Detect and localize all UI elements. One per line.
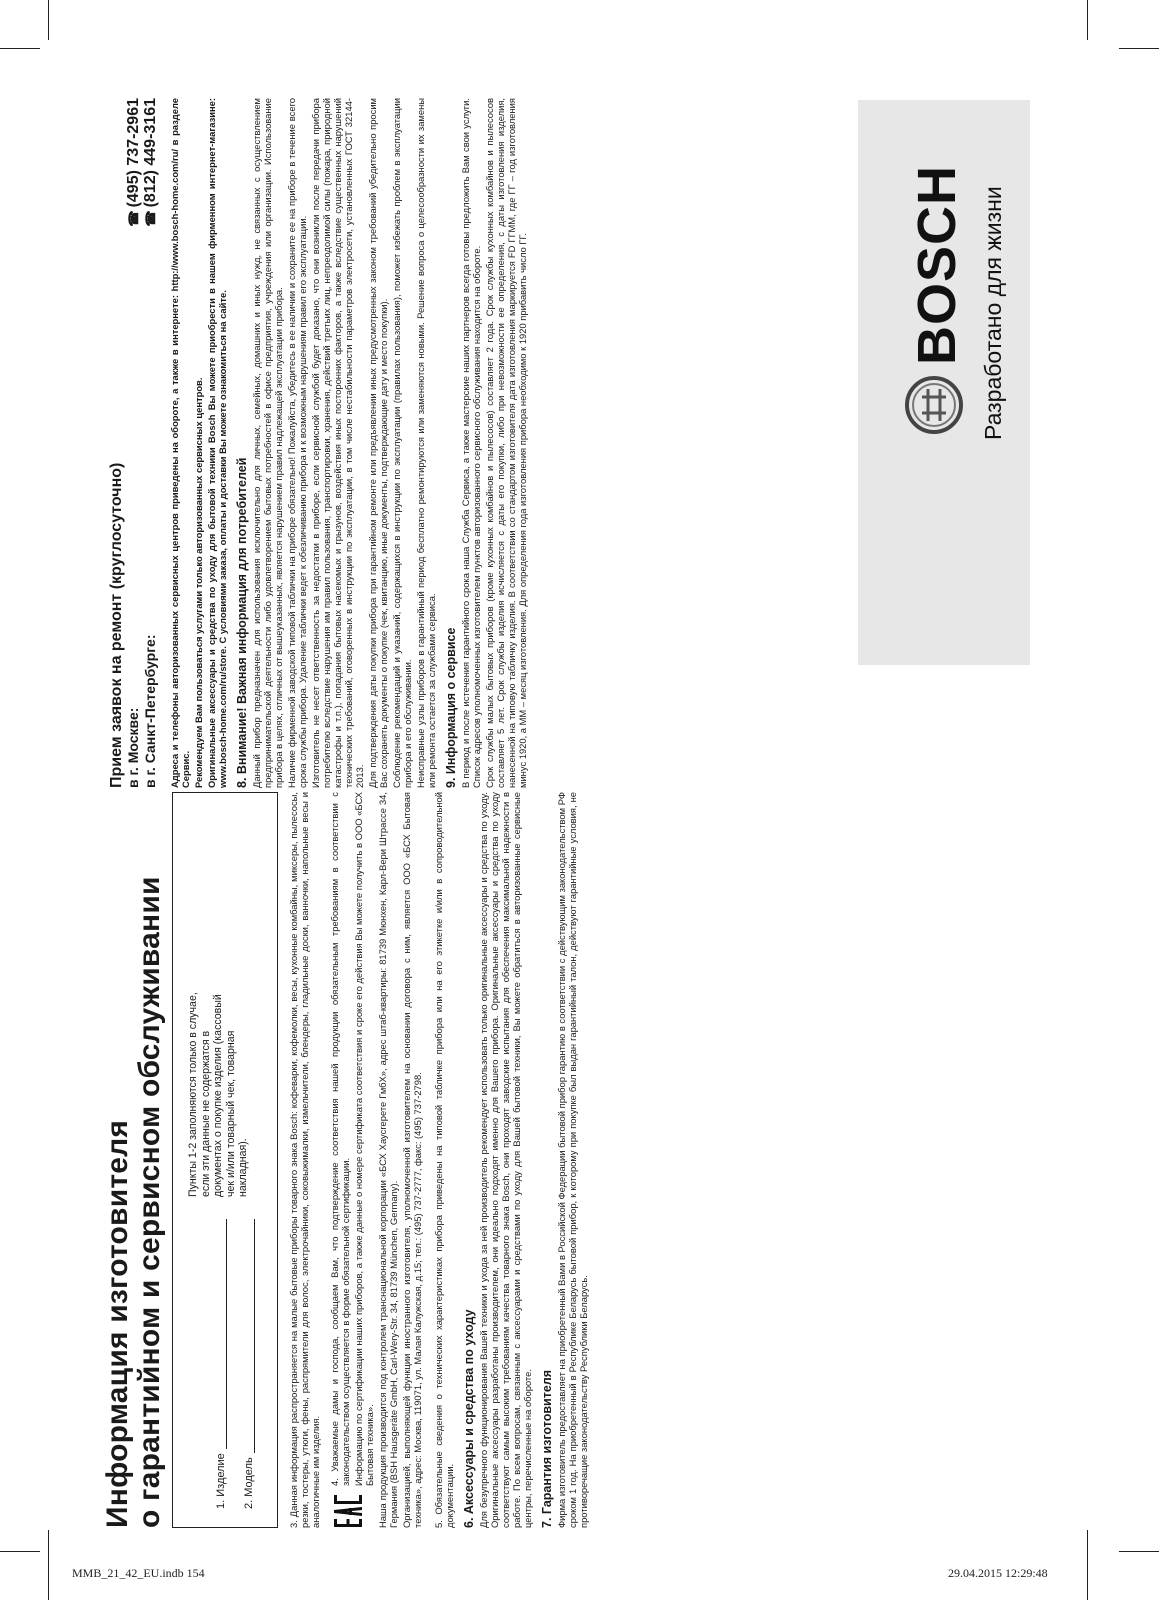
recommendation-text: Рекомендуем Вам пользоваться услугами только авторизованных сервисных центров.	[193, 377, 204, 788]
paragraph-3: 3. Данная информация распространяется на малые бытовые приборы товарного знака Bosch: кофеварки, кофемолки, весы, кухонные комбайны, миксеры, пылесосы, резки, тостеры, утюги, фены, распрямители для волос, электрочайники, соковыжималки, измельчители, блендеры, гладильные доски, ванночки, напольные весы и аналогичные им изделия.	[288, 792, 321, 1528]
left-page	[102, 792, 591, 1528]
phone-icon: ☎	[126, 210, 141, 227]
phone-icon: ☎	[143, 210, 158, 227]
spb-contact	[142, 98, 159, 788]
paragraph-5: 5. Обязательные сведения о технических характеристиках прибора приведены на типовой табличке прибора или на его этикетке и/или в сопроводительной документации.	[433, 792, 455, 1528]
right-page	[108, 98, 530, 788]
eac-mark-icon	[331, 1494, 365, 1528]
paragraph-8b: Наличие фирменной заводской типовой таблички на приборе обязательно! Пожалуйста, убедитесь в ее наличии и сохраните ее на приборе в течение всего срока службы прибора. Удаление таблички ведет к обезличиванию прибора и к возможным нарушениям правил его эксплуатации.	[286, 98, 308, 788]
footer-file: MMB_21_42_EU.indb 154	[72, 1566, 205, 1580]
paragraph-8c: Изготовитель не несет ответственность за недостатки в приборе, если сервисной службой будет доказано, что они возникли после передачи прибора потребителю вследствие нарушения им правил пользования, транспортировки, хранения, действий третьих лиц, непреодолимой силы (пожара, природной катастрофы и т.п.), попадания бытовых насекомых и грызунов, воздействия иных посторонних факторов, а также вследствие существенных нарушений технических требований, оговоренных в инструкции по эксплуатации, в том числе нестабильности параметров электросети, установленных ГОСТ 32144-2013.	[310, 98, 365, 788]
paragraph-4a: 4. Уважаемые дамы и господа, сообщаем Вам, что подтверждение соответствия нашей продукции обязательным требованиям в соответствии с законодательством осуществляется в форме обязательной сертификации.	[329, 792, 351, 1486]
product-form	[172, 792, 278, 1528]
tagline: Разработано для жизни	[980, 186, 1006, 440]
heading-accessories: 6. Аксессуары и средства по уходу	[462, 1309, 476, 1528]
repair-title: Прием заявок на ремонт (круглосуточно)	[108, 462, 125, 788]
paragraph-9b: Срок службы малых бытовых приборов (кроме кухонных комбайнов и пылесосов) составляет 2 года. Срок службы кухонных комбайнов и пылесосов составляет 5 лет. Срок службы изделия исчисляется с даты его покупки, либо при невозможности ее определения, с даты изготовления изделия, нанесенной на типовую табличку изделия. В соответствии со стандартом изготовителя дата изготовления маркируется FD ГГММ, где ГГ – год изготовления минус 1920, а ММ – месяц изготовления. Для определения года изготовления прибора необходимо к 1920 прибавить число ГГ.	[484, 98, 528, 788]
paragraph-9a: В период и после истечения гарантийного срока наша Служба Сервиса, а также мастерские наших партнеров всегда готовы предложить Вам свои услуги. Список адресов уполномоченных изготовителем пунктов авторизованного сервисного обслуживания находится на обороте.	[460, 98, 482, 788]
spb-phone[interactable]: (812) 449-3161	[142, 98, 159, 208]
item-label: 1. Изделие	[215, 1453, 227, 1509]
page-title: Информация изготовителя	[101, 1119, 134, 1528]
footer-timestamp: 29.04.2015 12:29:48	[948, 1566, 1048, 1580]
paragraph-8a: Данный прибор предназначен для использования исключительно для личных, семейных, домашних и иных нужд, не связанных с осуществлением предпринимательской деятельности либо удовлетворением бытовых потребностей в офисе предприятия, учреждения или организации. Использование прибора в целях, отличных от вышеуказанных, является нарушением правил надлежащей эксплуатации прибора.	[251, 98, 284, 788]
bosch-logo: BOSCH	[907, 164, 967, 365]
moscow-contact	[125, 98, 142, 788]
service-centers-text: Адреса и телефоны авторизованных сервисных центров приведены на обороте, а также в интернете: http://www.bosch-home.com/ru/ в разделе Сервис.	[169, 98, 191, 788]
heading-important: 8. Внимание! Важная информация для потребителей	[235, 457, 249, 788]
moscow-label: в г. Москве:	[125, 707, 141, 788]
page-subtitle: о гарантийном и сервисном обслуживании	[133, 876, 166, 1528]
moscow-phone[interactable]: (495) 737-2961	[125, 98, 142, 208]
paragraph-4d: Организацией, выполняющей функции иностранного изготовителя, уполномоченной изготовителем на основании договора с ним, является ООО «БСХ Бытовая техника», адрес: Москва, 119071, ул. Малая Калужская, д.15; тел.: (495) 737-2777, факс: (495) 737-2798.	[401, 792, 423, 1528]
paragraph-4b: Информацию по сертификации наших приборов, а также данные о номере сертификата соответствия и сроке его действия Вы можете получить в ООО «БСХ Бытовая техника».	[353, 792, 375, 1486]
spb-label: в г. Санкт-Петербурге:	[142, 634, 158, 788]
store-text: Оригинальные аксессуары и средства по уходу для бытовой техники Bosch Вы можете приобрести в нашем фирменном интернет-магазине: www.bosch-home.com/ru/store. С условиями заказа, оплаты и доставки Вы можете ознакомиться на сайте.	[206, 98, 228, 788]
item-field[interactable]	[199, 1219, 227, 1509]
paragraph-8f: Неисправные узлы приборов в гарантийный период бесплатно ремонтируются или заменяются новыми. Решение вопроса о целесообразности их замены или ремонта остается за службами сервиса.	[415, 98, 437, 788]
model-label: 2. Модель	[243, 1457, 255, 1509]
brand-band	[858, 100, 1030, 665]
bosch-armature-icon	[904, 375, 964, 435]
paragraph-4c: Наша продукция производится под контролем транснациональной корпорации «БСХ Хаусгерете ГмбХ», адрес штаб-квартиры: 81739 Мюнхен, Карл-Вери Штрассе 34, Германия (BSH Hausgeräte GmbH, Carl-Wery-Str. 34, 81739 München, Germany).	[377, 792, 399, 1528]
paragraph-8d: Для подтверждения даты покупки прибора при гарантийном ремонте или предъявлении иных предусмотренных законом требований убедительно просим Вас сохранять документы о покупке (чек, квитанцию, иные документы, подтверждающие дату и место покупки).	[367, 98, 389, 788]
model-field[interactable]	[227, 1219, 255, 1509]
paragraph-8e: Соблюдение рекомендаций и указаний, содержащихся в инструкции по эксплуатации (правилах пользования), поможет избежать проблем в эксплуатации прибора и его обслуживании.	[391, 98, 413, 788]
paragraph-7: Фирма изготовитель предоставляет на приобретенный Вами в Российской Федерации бытовой прибор гарантию в соответствии с действующим законодательством РФ сроком 1 год. На приобретенный в Республике Беларусь бытовой прибор, к которому при покупке был выдан гарантийный талон, действуют гарантийные условия, не противоречащие законодательству Республики Беларусь.	[556, 792, 589, 1528]
heading-service: 9. Информация о сервисе	[444, 627, 458, 788]
form-note: Пункты 1-2 заполняются только в случае, если эти данные не содержатся в документах о покупке изделия (кассовый чек и/или товарный чек, товарная накладная).	[187, 992, 249, 1197]
heading-warranty: 7. Гарантия изготовителя	[540, 1369, 554, 1528]
paragraph-6: Для безупречного функционирования Вашей техники и ухода за ней производитель рекомендует использовать только оригинальные аксессуары и средства по уходу. Оригинальные аксессуары разработаны производителем, они идеально подходят именно для Вашего прибора. Оригинальные аксессуары и средства по уходу соответствуют самым высоким требованиям качества товарного знака Bosch, они проходят заводские испытания для обеспечения максимальной надежности в работе. По всем вопросам, связанным с аксессуарами и средствами по уходу для Вашей бытовой техники, Вы можете обратиться в авторизованные сервисные центры, перечисленные на обороте.	[478, 792, 533, 1528]
